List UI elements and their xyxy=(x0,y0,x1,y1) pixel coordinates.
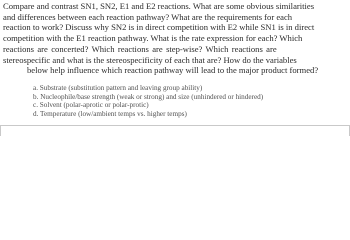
question-line: Compare and contrast SN1, SN2, E1 and E2 reactions. What are some obvious similarities xyxy=(3,1,315,11)
variable-item-solvent: c. Solvent (polar-aprotic or polar-protic) xyxy=(33,101,149,110)
question-line: reaction to work? Discuss why SN2 is in direct competition with E2 while SN1 is in direct xyxy=(3,22,315,33)
variable-item-substrate: a. Substrate (substitution pattern and leaving group ability) xyxy=(33,84,203,92)
question-line: stereospecific and what is the stereospecificity of each that are? How do the variables xyxy=(3,54,297,65)
question-line: below help influence which reaction pathway will lead to the major product formed? xyxy=(27,65,319,76)
variable-item-temperature: d. Temperature (low/ambient temps vs. higher temps) xyxy=(33,110,187,119)
question-line: reactions are concerted? Which reactions are step-wise? Which reactions are xyxy=(3,43,277,54)
question-text xyxy=(3,1,343,76)
variable-item-nucleophile-base: b. Nucleophile/base strength (weak or strong) and size (unhindered or hindered) xyxy=(33,92,264,101)
variables-list xyxy=(33,84,263,119)
answer-text-area[interactable] xyxy=(0,125,350,136)
question-line: competition with the E1 reaction pathway. What is the rate expression for each? Which xyxy=(3,33,303,44)
question-line: and differences between each reaction pathway? What are the requirements for each xyxy=(3,11,293,22)
